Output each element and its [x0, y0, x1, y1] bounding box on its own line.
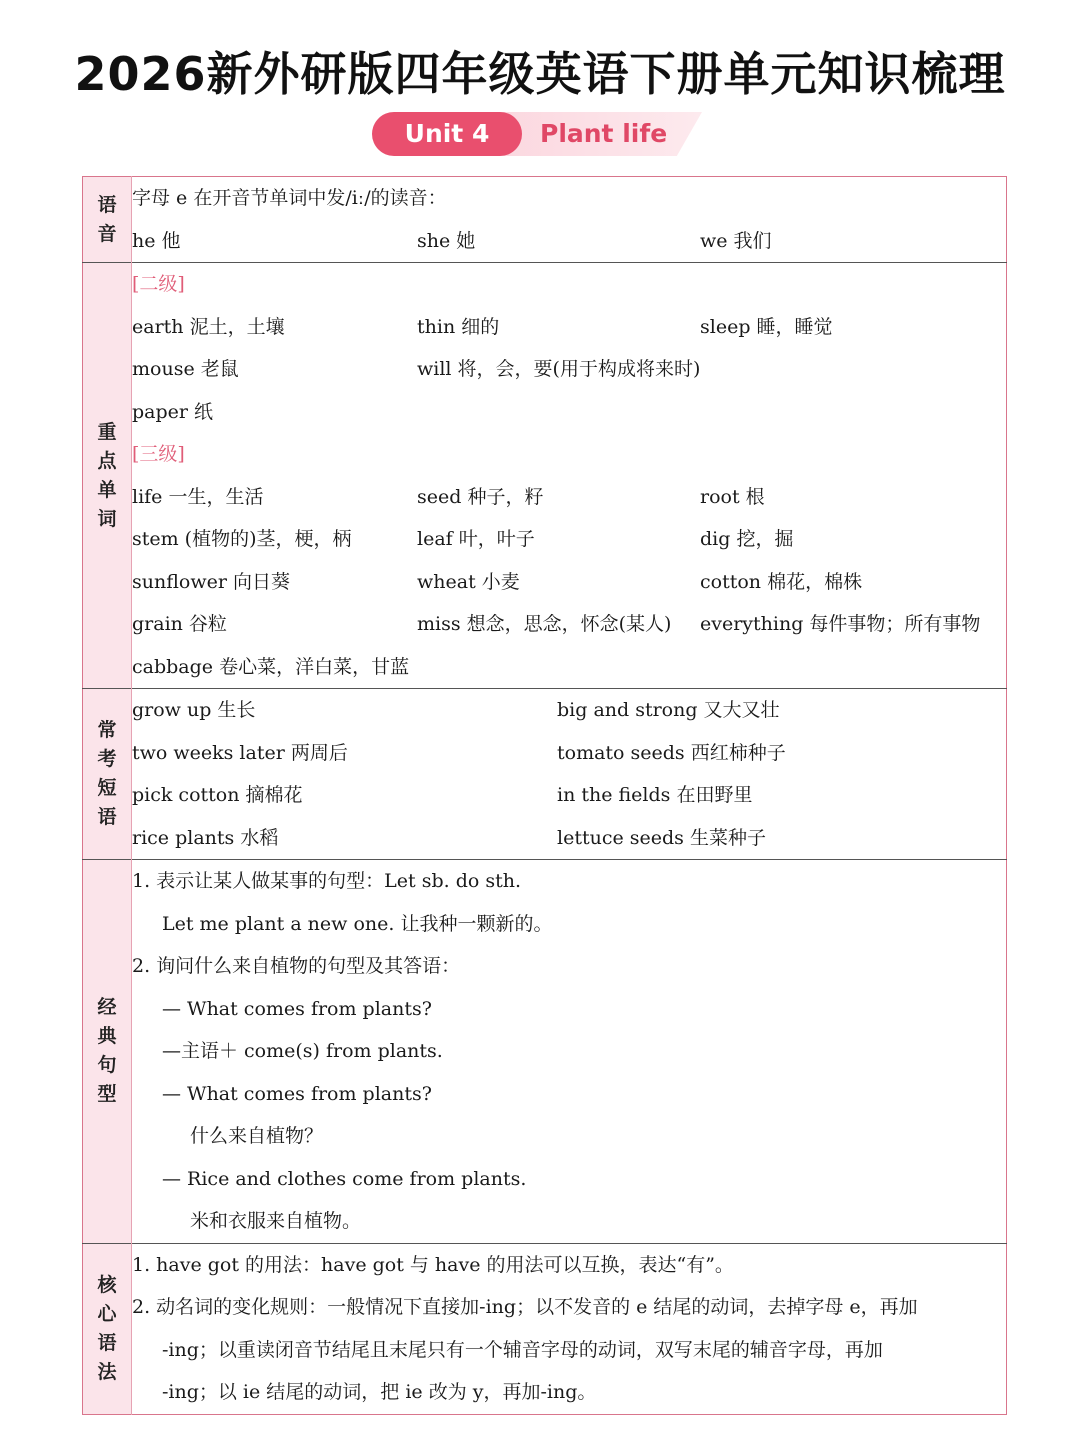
section-phrases [83, 689, 1007, 860]
vocab-row [132, 646, 1006, 689]
pronunciation-intro: 字母 e 在开音节单词中发/iː/的读音： [132, 187, 447, 209]
vocab-row [132, 348, 1006, 391]
word: will 将，会，要(用于构成将来时) [417, 358, 701, 380]
word: sleep 睡，睡觉 [700, 315, 833, 338]
unit-topic: Plant life [540, 119, 668, 148]
vocab-row [132, 391, 1006, 434]
level-heading: [二级] [132, 273, 185, 295]
sentence-line: 什么来自植物？ [190, 1125, 324, 1147]
section-label: 语 音 [83, 177, 132, 263]
section-label: 核 心 语 法 [83, 1243, 132, 1414]
sentence-line: —主语＋ come(s) from plants. [162, 1040, 443, 1062]
phrase: rice plants 水稻 [132, 826, 279, 849]
word: sunflower 向日葵 [132, 570, 290, 593]
page-title: 2026新外研版四年级英语下册单元知识梳理 [74, 47, 1006, 101]
word: everything 每件事物；所有事物 [700, 613, 981, 635]
sentence-line: — What comes from plants? [162, 1082, 432, 1105]
word: paper 纸 [132, 400, 214, 423]
word: leaf 叶，叶子 [417, 528, 535, 550]
word: he 他 [132, 229, 181, 252]
word: miss 想念，思念，怀念(某人) [417, 613, 672, 635]
phrase: pick cotton 摘棉花 [132, 784, 303, 806]
phrase-row [132, 774, 1006, 817]
word: grain 谷粒 [132, 613, 227, 635]
section-pronunciation [83, 177, 1007, 263]
sentence-line: 2. 询问什么来自植物的句型及其答语： [132, 955, 461, 977]
vocab-row [132, 518, 1006, 561]
phrase: big and strong 又大又壮 [557, 699, 780, 721]
phrase: in the fields 在田野里 [557, 784, 753, 806]
vocab-row [132, 561, 1006, 604]
word: root 根 [700, 485, 765, 508]
pronunciation-words [132, 220, 1006, 263]
phrase: grow up 生长 [132, 699, 256, 721]
sentence-line: — What comes from plants? [162, 997, 432, 1020]
phrase: lettuce seeds 生菜种子 [557, 826, 766, 849]
sentence-line: 米和衣服来自植物。 [190, 1210, 362, 1232]
word: seed 种子，籽 [417, 485, 544, 508]
grammar-line: 2. 动名词的变化规则：一般情况下直接加-ing；以不发音的 e 结尾的动词，去掉字母 e，再加 [132, 1296, 918, 1318]
sentence-line: 1. 表示让某人做某事的句型：Let sb. do sth. [132, 870, 521, 892]
vocab-row [132, 476, 1006, 519]
knowledge-table [82, 176, 1007, 1415]
phrase-row [132, 732, 1006, 775]
level-heading: [三级] [132, 443, 185, 465]
section-label: 重 点 单 词 [83, 263, 132, 689]
word: cotton 棉花，棉株 [700, 570, 863, 593]
word: she 她 [417, 229, 476, 252]
word: mouse 老鼠 [132, 358, 239, 380]
section-label: 经 典 句 型 [83, 860, 132, 1244]
word: wheat 小麦 [417, 570, 520, 593]
phrase-row [132, 817, 1006, 860]
grammar-line: -ing；以重读闭音节结尾且末尾只有一个辅音字母的动词，双写末尾的辅音字母，再加 [162, 1338, 883, 1361]
word: thin 细的 [417, 315, 500, 338]
grammar-line: -ing；以 ie 结尾的动词，把 ie 改为 y，再加-ing。 [162, 1381, 597, 1403]
section-grammar [83, 1243, 1007, 1414]
phrase: tomato seeds 西红柿种子 [557, 741, 786, 764]
grammar-line: 1. have got 的用法：have got 与 have 的用法可以互换，表达“有”。 [132, 1253, 734, 1276]
sentence-line: — Rice and clothes come from plants. [162, 1167, 527, 1190]
word: life 一生，生活 [132, 485, 264, 508]
word: cabbage 卷心菜，洋白菜，甘蓝 [132, 655, 410, 678]
word: stem (植物的)茎，梗，柄 [132, 528, 352, 550]
phrase-row [132, 689, 1006, 732]
vocab-row [132, 306, 1006, 349]
unit-badge: Unit 4 [372, 112, 522, 156]
phrase: two weeks later 两周后 [132, 741, 348, 764]
section-sentences [83, 860, 1007, 1244]
word: dig 挖，掘 [700, 528, 794, 550]
word: we 我们 [700, 229, 772, 252]
vocab-row [132, 603, 1006, 646]
unit-banner [372, 110, 712, 158]
section-label: 常 考 短 语 [83, 689, 132, 860]
sentence-line: Let me plant a new one. 让我种一颗新的。 [162, 912, 553, 935]
section-vocab [83, 263, 1007, 689]
word: earth 泥土，土壤 [132, 315, 285, 338]
